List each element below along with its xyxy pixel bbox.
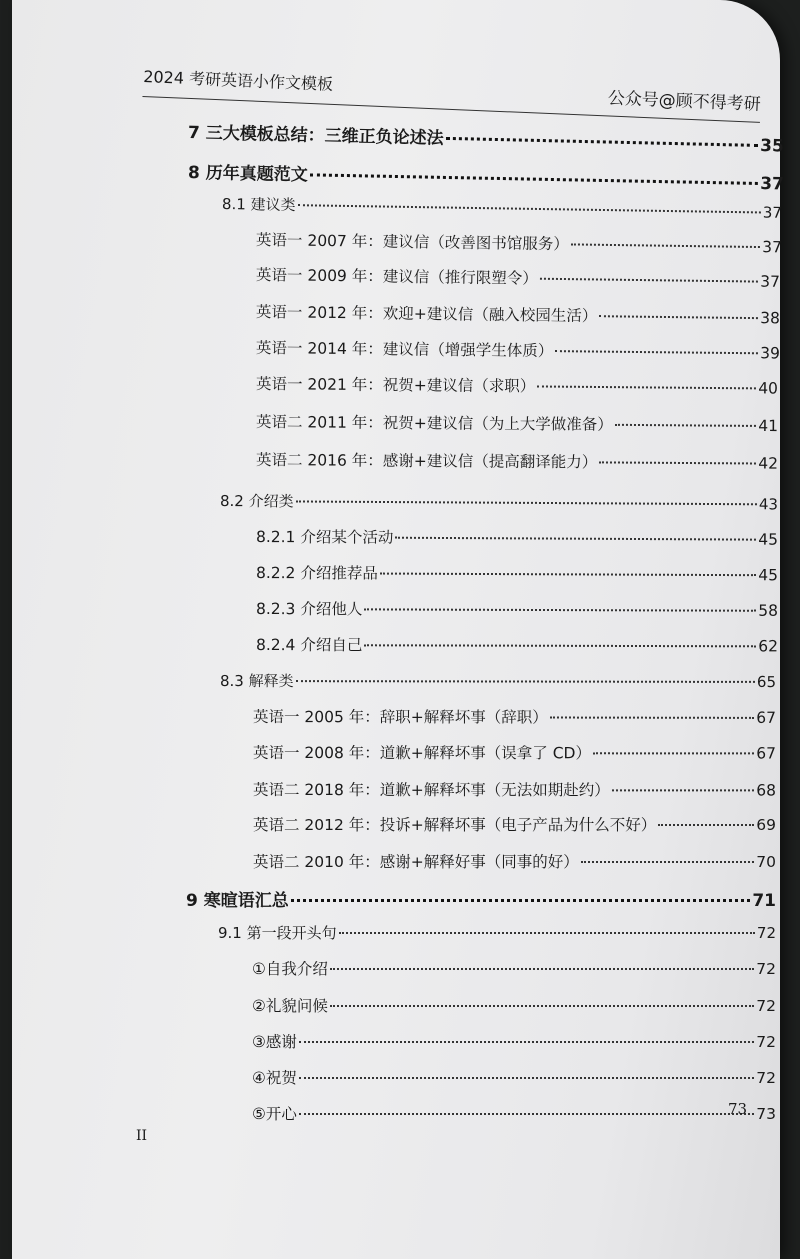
toc-entry (220, 490, 778, 514)
dot-leader (395, 537, 756, 541)
dot-leader (540, 278, 758, 283)
toc-entry (256, 561, 778, 585)
toc-entry (253, 741, 776, 763)
toc-entry (256, 372, 778, 399)
toc-entry (252, 994, 776, 1016)
toc-entry-page: 42 (758, 454, 779, 473)
toc-entry (256, 597, 778, 621)
dot-leader (330, 968, 754, 970)
toc-entry-title: 英语二 2018 年：道歉+解释坏事（无法如期赴约） (252, 781, 610, 800)
toc-entry-page: 70 (756, 853, 776, 871)
dot-leader (339, 932, 755, 934)
toc-entry (256, 228, 782, 257)
toc-entry (220, 670, 776, 692)
toc-entry (256, 300, 780, 328)
toc-entry-title: 英语二 2012 年：投诉+解释坏事（电子产品为什么不好） (253, 816, 657, 834)
toc-entry-title: 9.1 第一段开头句 (218, 924, 337, 942)
toc-entry-title: 英语二 2016 年：感谢+建议信（提高翻译能力） (255, 451, 598, 472)
toc-entry-page: 43 (758, 495, 779, 514)
dot-leader (310, 173, 759, 185)
toc-entry (188, 158, 784, 194)
dot-leader (364, 608, 756, 611)
page-number-roman: II (136, 1128, 148, 1144)
toc-entry-title: 英语一 2021 年：祝贺+建议信（求职） (255, 375, 536, 396)
dot-leader (537, 385, 756, 389)
toc-entry-page: 37 (762, 238, 783, 257)
header-account-name: 公众号@顾不得考研 (607, 88, 762, 115)
toc-entry (218, 922, 776, 943)
toc-entry-title: 8 历年真题范文 (187, 163, 308, 186)
toc-entry-page: 40 (758, 379, 779, 398)
toc-entry-page: 38 (760, 309, 781, 328)
toc-entry-title: ①自我介绍 (252, 960, 328, 978)
toc-entry-title: 英语一 2008 年：道歉+解释坏事（误拿了 CD） (252, 744, 591, 763)
toc-entry-page: 67 (756, 744, 777, 763)
toc-entry-page: 37 (760, 272, 781, 291)
toc-entry-page: 41 (758, 416, 779, 436)
toc-entry-page: 39 (760, 344, 781, 363)
toc-entry-page: 72 (756, 924, 776, 942)
toc-entry-title: 英语二 2010 年：感谢+解释好事（同事的好） (253, 853, 579, 871)
toc-entry-title: 8.2.1 介绍某个活动 (255, 528, 394, 547)
dot-leader (446, 137, 759, 147)
toc-entry-title: 8.2.3 介绍他人 (255, 600, 363, 619)
toc-entry-page: 72 (756, 1033, 776, 1051)
toc-entry-page: 67 (756, 708, 777, 727)
toc-entry-page: 45 (758, 566, 779, 585)
toc-entry (222, 193, 782, 223)
dot-leader (599, 461, 756, 464)
toc-entry-title: 英语一 2005 年：辞职+解释坏事（辞职） (252, 708, 548, 727)
toc-entry-page: 72 (756, 997, 776, 1015)
dot-leader (658, 824, 754, 826)
toc-entry (256, 633, 778, 656)
toc-entry-page: 68 (756, 781, 777, 800)
toc-entry-title: 9 寒暄语汇总 (186, 891, 289, 911)
toc-entry-page: 35 (759, 135, 785, 157)
dot-leader (364, 644, 756, 647)
toc-entry-title: 英语二 2011 年：祝贺+建议信（为上大学做准备） (255, 413, 613, 434)
toc-entry (253, 813, 776, 835)
toc-entry (256, 263, 780, 292)
toc-entry-title: 8.2.2 介绍推荐品 (255, 564, 378, 583)
dot-leader (330, 1005, 754, 1007)
toc-entry-title: 英语一 2014 年：建议信（增强学生体质） (255, 339, 554, 361)
dot-leader (299, 1077, 754, 1079)
toc-entry (186, 886, 776, 911)
toc-entry (253, 778, 776, 800)
toc-entry (252, 1030, 776, 1052)
toc-entry-title: 8.2.4 介绍自己 (255, 636, 363, 655)
toc-entry (252, 1102, 776, 1124)
dot-leader (296, 680, 755, 683)
dot-leader (296, 500, 757, 505)
toc-entry (188, 118, 784, 157)
toc-entry-page: 72 (756, 1069, 776, 1087)
toc-entry-title: 英语一 2009 年：建议信（推行限塑令） (255, 266, 538, 288)
dot-leader (299, 1113, 754, 1115)
toc-entry-page: 45 (758, 530, 779, 549)
toc-entry-title: ④祝贺 (252, 1069, 297, 1087)
dot-leader (555, 350, 758, 354)
toc-entry-page: 73 (756, 1105, 776, 1123)
dot-leader (612, 789, 754, 791)
toc-entry-page: 37 (759, 173, 785, 195)
toc-entry-title: 8.1 建议类 (221, 195, 296, 215)
dot-leader (571, 243, 760, 248)
toc-entry (256, 410, 778, 436)
dot-leader (291, 899, 751, 902)
toc-entry-page: 72 (756, 960, 776, 978)
dot-leader (599, 315, 758, 319)
toc-entry-title: 7 三大模板总结：三维正负论述法 (187, 123, 444, 149)
toc-trailing-page-number: 73 (728, 1100, 748, 1118)
toc-entry-page: 37 (762, 203, 783, 222)
toc-entry-page: 71 (752, 891, 776, 911)
toc-entry-title: 8.2 介绍类 (219, 492, 294, 511)
toc-entry-page: 65 (756, 672, 777, 691)
toc-entry (253, 705, 776, 728)
toc-entry-page: 62 (758, 637, 779, 656)
book-page (12, 0, 785, 1259)
dot-leader (299, 1041, 754, 1043)
toc-entry (253, 850, 776, 872)
toc-entry-title: ⑤开心 (252, 1105, 297, 1123)
toc-entry-title: 8.3 解释类 (219, 672, 294, 691)
toc-entry-title: 英语一 2007 年：建议信（改善图书馆服务） (255, 231, 569, 254)
toc-entry (252, 957, 776, 979)
toc-entry-title: 英语一 2012 年：欢迎+建议信（融入校园生活） (255, 303, 598, 326)
toc-entry (256, 525, 778, 550)
toc-entry (256, 336, 780, 363)
dot-leader (380, 573, 756, 577)
toc-entry-page: 69 (756, 816, 776, 834)
toc-entry (256, 448, 778, 474)
dot-leader (550, 717, 754, 719)
dot-leader (615, 424, 756, 427)
dot-leader (581, 861, 754, 863)
toc-entry-page: 58 (758, 601, 779, 620)
toc-entry-title: ②礼貌问候 (252, 997, 328, 1015)
toc-entry (252, 1066, 776, 1088)
dot-leader (593, 752, 754, 754)
dot-leader (298, 204, 761, 213)
header-book-title: 2024 考研英语小作文模板 (142, 66, 334, 94)
running-header (142, 60, 761, 123)
toc-entry-title: ③感谢 (252, 1033, 297, 1051)
